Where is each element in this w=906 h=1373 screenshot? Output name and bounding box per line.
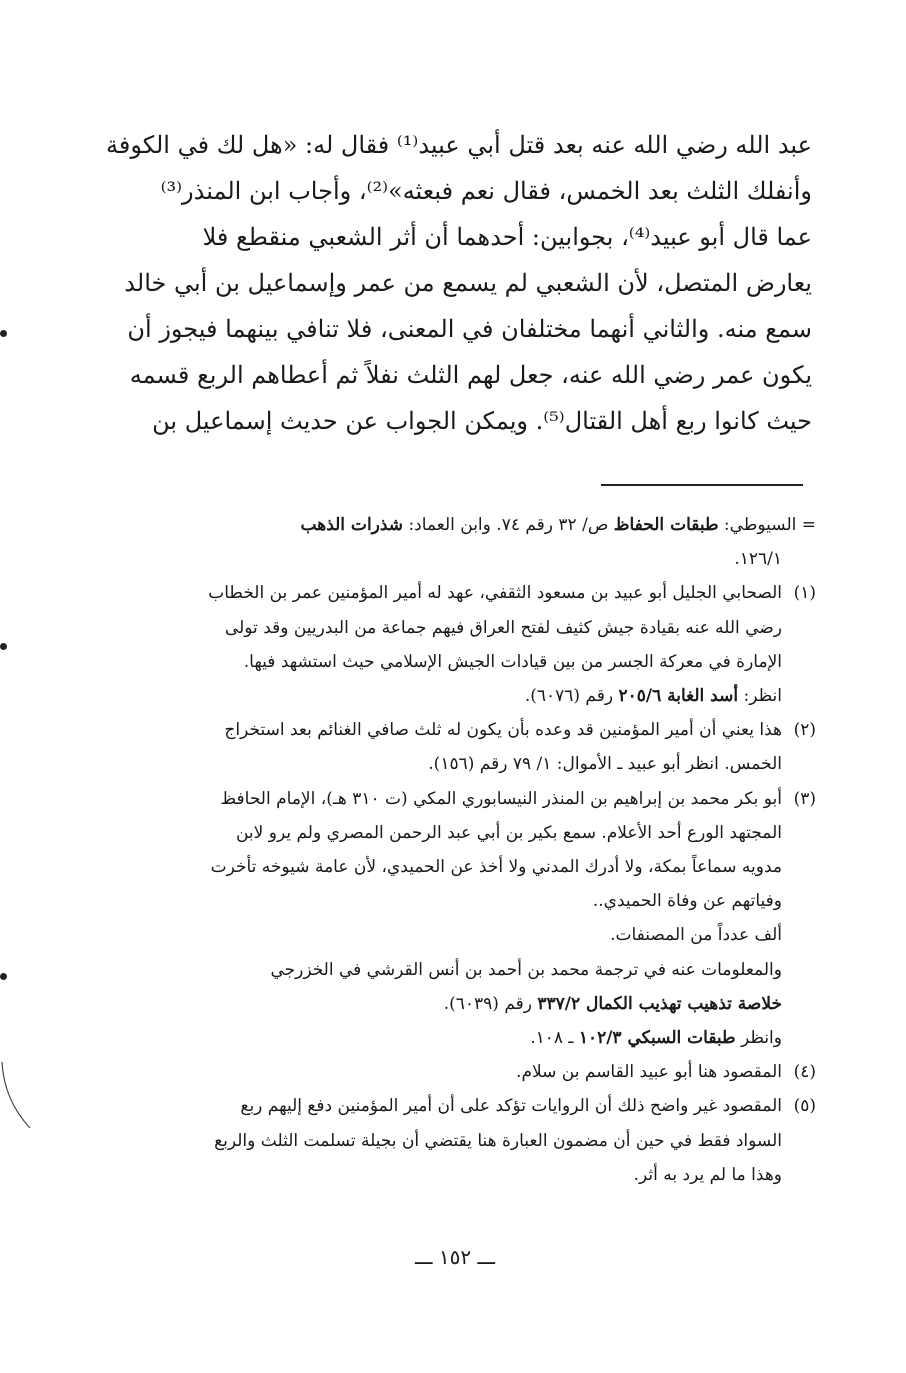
footnote-body <box>100 782 782 1056</box>
binding-hole-mark <box>0 643 7 650</box>
footnotes <box>100 508 816 1192</box>
footnote-line: رضي الله عنه بقيادة جيش كثيف لفتح العراق فيهم جماعة من البدريين وقد تولى <box>224 617 782 638</box>
footnote-line: الإمارة في معركة الجسر من بين قيادات الجيش الإسلامي حيث استشهد فيها. <box>243 651 782 672</box>
main-text-line: عبد الله رضي الله عنه بعد قتل أبي عبيد⁽¹⁾ فقال له: «هل لك في الكوفة <box>105 131 812 159</box>
footnote-line: وهذا ما لم يرد به أثر. <box>633 1164 782 1185</box>
footnote-continuation <box>100 508 816 576</box>
footnote-line: المجتهد الورع أحد الأعلام. سمع بكير بن أبي عبد الرحمن المصري ولم يرو لابن <box>235 822 782 843</box>
footnote-line <box>100 679 782 713</box>
footnote-5 <box>100 1089 816 1192</box>
footnote-line: الصحابي الجليل أبو عبيد بن مسعود الثقفي، عهد له أمير المؤمنين عمر بن الخطاب <box>208 583 782 604</box>
footnote-line: وفياتهم عن وفاة الحميدي.. <box>592 891 782 912</box>
book-title: طبقات الحفاظ <box>613 515 719 535</box>
book-title: أسد الغابة ٢٠٥/٦ <box>618 686 739 707</box>
footnote-text: رقم (٦٠٧٦). <box>524 686 619 707</box>
footnote-line: مدويه سماعاً بمكة، ولا أدرك المدني ولا أخذ عن الحميدي، لأن عامة شيوخه تأخرت <box>210 857 782 878</box>
footnote-body <box>100 713 782 781</box>
footnote-line: هذا يعني أن أمير المؤمنين قد وعده بأن يكون له ثلث صافي الغنائم بعد استخراج <box>224 720 782 741</box>
footnote-text: = السيوطي: <box>718 515 816 535</box>
footnote-4 <box>100 1055 816 1089</box>
footnote-2 <box>100 713 816 781</box>
book-title: طبقات السبكي ١٠٢/٣ <box>578 1028 736 1049</box>
footnote-body <box>100 1089 782 1192</box>
footnote-text: ص/ ٣٢ رقم ٧٤. وابن العماد: <box>403 515 614 535</box>
footnote-separator <box>601 484 803 486</box>
book-title: شذرات الذهب <box>300 515 404 535</box>
footnote-line <box>100 508 816 542</box>
main-text-line: سمع منه. والثاني أنهما مختلفان في المعنى، فلا تنافي بينهما فيجوز أن <box>127 315 812 343</box>
footnote-number: (٢) <box>793 720 816 741</box>
footnote-text: ـ ١٠٨. <box>530 1028 579 1049</box>
footnote-text: رقم (٦٠٣٩). <box>443 993 538 1014</box>
footnote-body <box>100 1055 782 1089</box>
footnote-number: (٥) <box>793 1096 816 1117</box>
footnote-line: المقصود هنا أبو عبيد القاسم بن سلام. <box>516 1062 782 1083</box>
footnote-line: والمعلومات عنه في ترجمة محمد بن أحمد بن أنس القرشي في الخزرجي <box>270 959 782 980</box>
footnote-line <box>100 987 782 1021</box>
footnote-text: وانظر <box>735 1028 782 1049</box>
footnote-line <box>100 1021 782 1055</box>
footnote-1 <box>100 576 816 713</box>
main-text <box>100 122 812 444</box>
binding-hole-mark <box>0 973 7 980</box>
footnote-text: انظر: <box>738 686 782 707</box>
footnote-3 <box>100 782 816 1056</box>
page-edge-curve <box>0 1060 34 1130</box>
book-title: خلاصة تذهيب تهذيب الكمال ٣٣٧/٢ <box>537 993 782 1014</box>
main-text-line: عما قال أبو عبيد⁽⁴⁾، بجوابين: أحدهما أن أثر الشعبي منقطع فلا <box>202 223 812 251</box>
main-text-line: يكون عمر رضي الله عنه، جعل لهم الثلث نفلاً ثم أعطاهم الربع قسمه <box>129 361 812 389</box>
footnote-line: الخمس. انظر أبو عبيد ـ الأموال: ١/ ٧٩ رقم (١٥٦). <box>428 754 782 775</box>
footnote-number: (١) <box>793 583 816 604</box>
footnote-body <box>100 576 782 713</box>
main-text-line: حيث كانوا ربع أهل القتال⁽⁵⁾. ويمكن الجواب عن حديث إسماعيل بن <box>152 407 812 435</box>
main-text-line: وأنفلك الثلث بعد الخمس، فقال نعم فبعثه»⁽²⁾، وأجاب ابن المنذر⁽³⁾ <box>160 177 812 205</box>
footnote-body <box>100 508 816 576</box>
main-text-line: يعارض المتصل، لأن الشعبي لم يسمع من عمر وإسماعيل بن أبي خالد <box>124 269 812 297</box>
footnote-line: المقصود غير واضح ذلك أن الروايات تؤكد على أن أمير المؤمنين دفع إليهم ربع <box>240 1096 782 1117</box>
footnote-number: (٤) <box>793 1062 816 1083</box>
footnote-line: ١٢٦/١. <box>734 549 782 570</box>
footnote-line: السواد فقط في حين أن مضمون العبارة هنا يقتضي أن بجيلة تسلمت الثلث والربع <box>214 1130 782 1151</box>
page-number: ـــ ١٥٢ ـــ <box>414 1245 496 1269</box>
footnote-line: ألف عدداً من المصنفات. <box>610 925 782 946</box>
binding-hole-mark <box>0 330 7 337</box>
footnote-line: أبو بكر محمد بن إبراهيم بن المنذر النيسابوري المكي (ت ٣١٠ هـ)، الإمام الحافظ <box>220 788 782 809</box>
footnote-number: (٣) <box>793 788 816 809</box>
